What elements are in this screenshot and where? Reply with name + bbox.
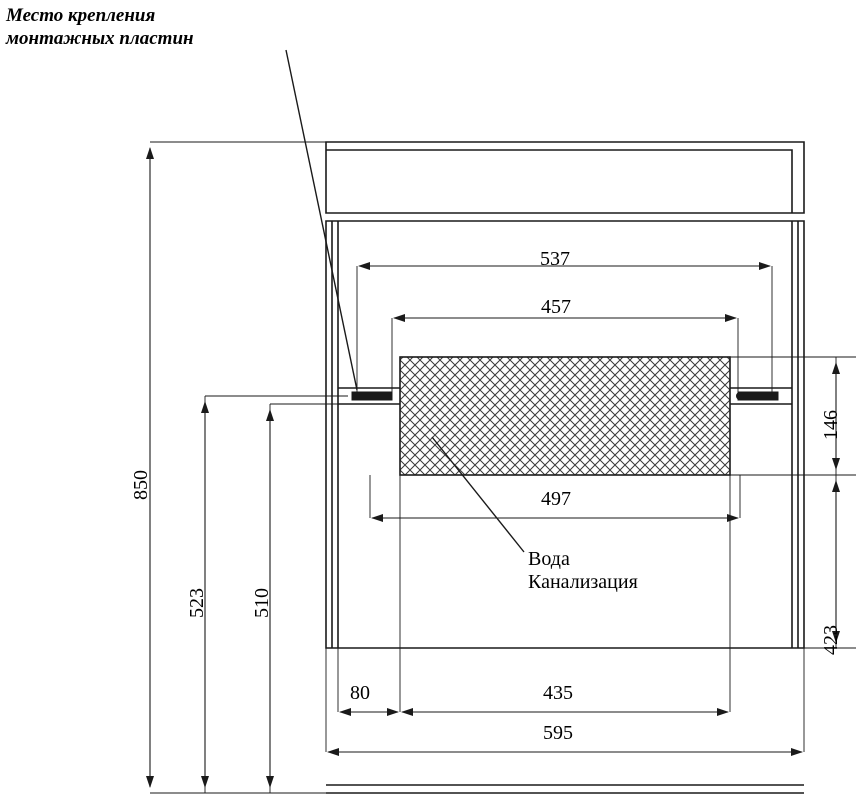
dim-537: 537 [540, 248, 570, 270]
dim-435: 435 [543, 682, 573, 704]
dim-457: 457 [541, 296, 571, 318]
dim-146: 146 [820, 410, 842, 440]
label-water-sewer: Вода Канализация [528, 548, 638, 593]
utility-zone-hatch [400, 357, 730, 475]
leader-mounting-plates [286, 50, 357, 390]
dim-523: 523 [186, 588, 208, 618]
dim-850: 850 [130, 470, 152, 500]
dim-510: 510 [251, 588, 273, 618]
note-mounting-plates: Место крепления монтажных пластин [6, 5, 194, 49]
dim-80: 80 [350, 682, 370, 704]
dim-497: 497 [541, 488, 571, 510]
dim-595: 595 [543, 722, 573, 744]
dim-423: 423 [820, 625, 842, 655]
